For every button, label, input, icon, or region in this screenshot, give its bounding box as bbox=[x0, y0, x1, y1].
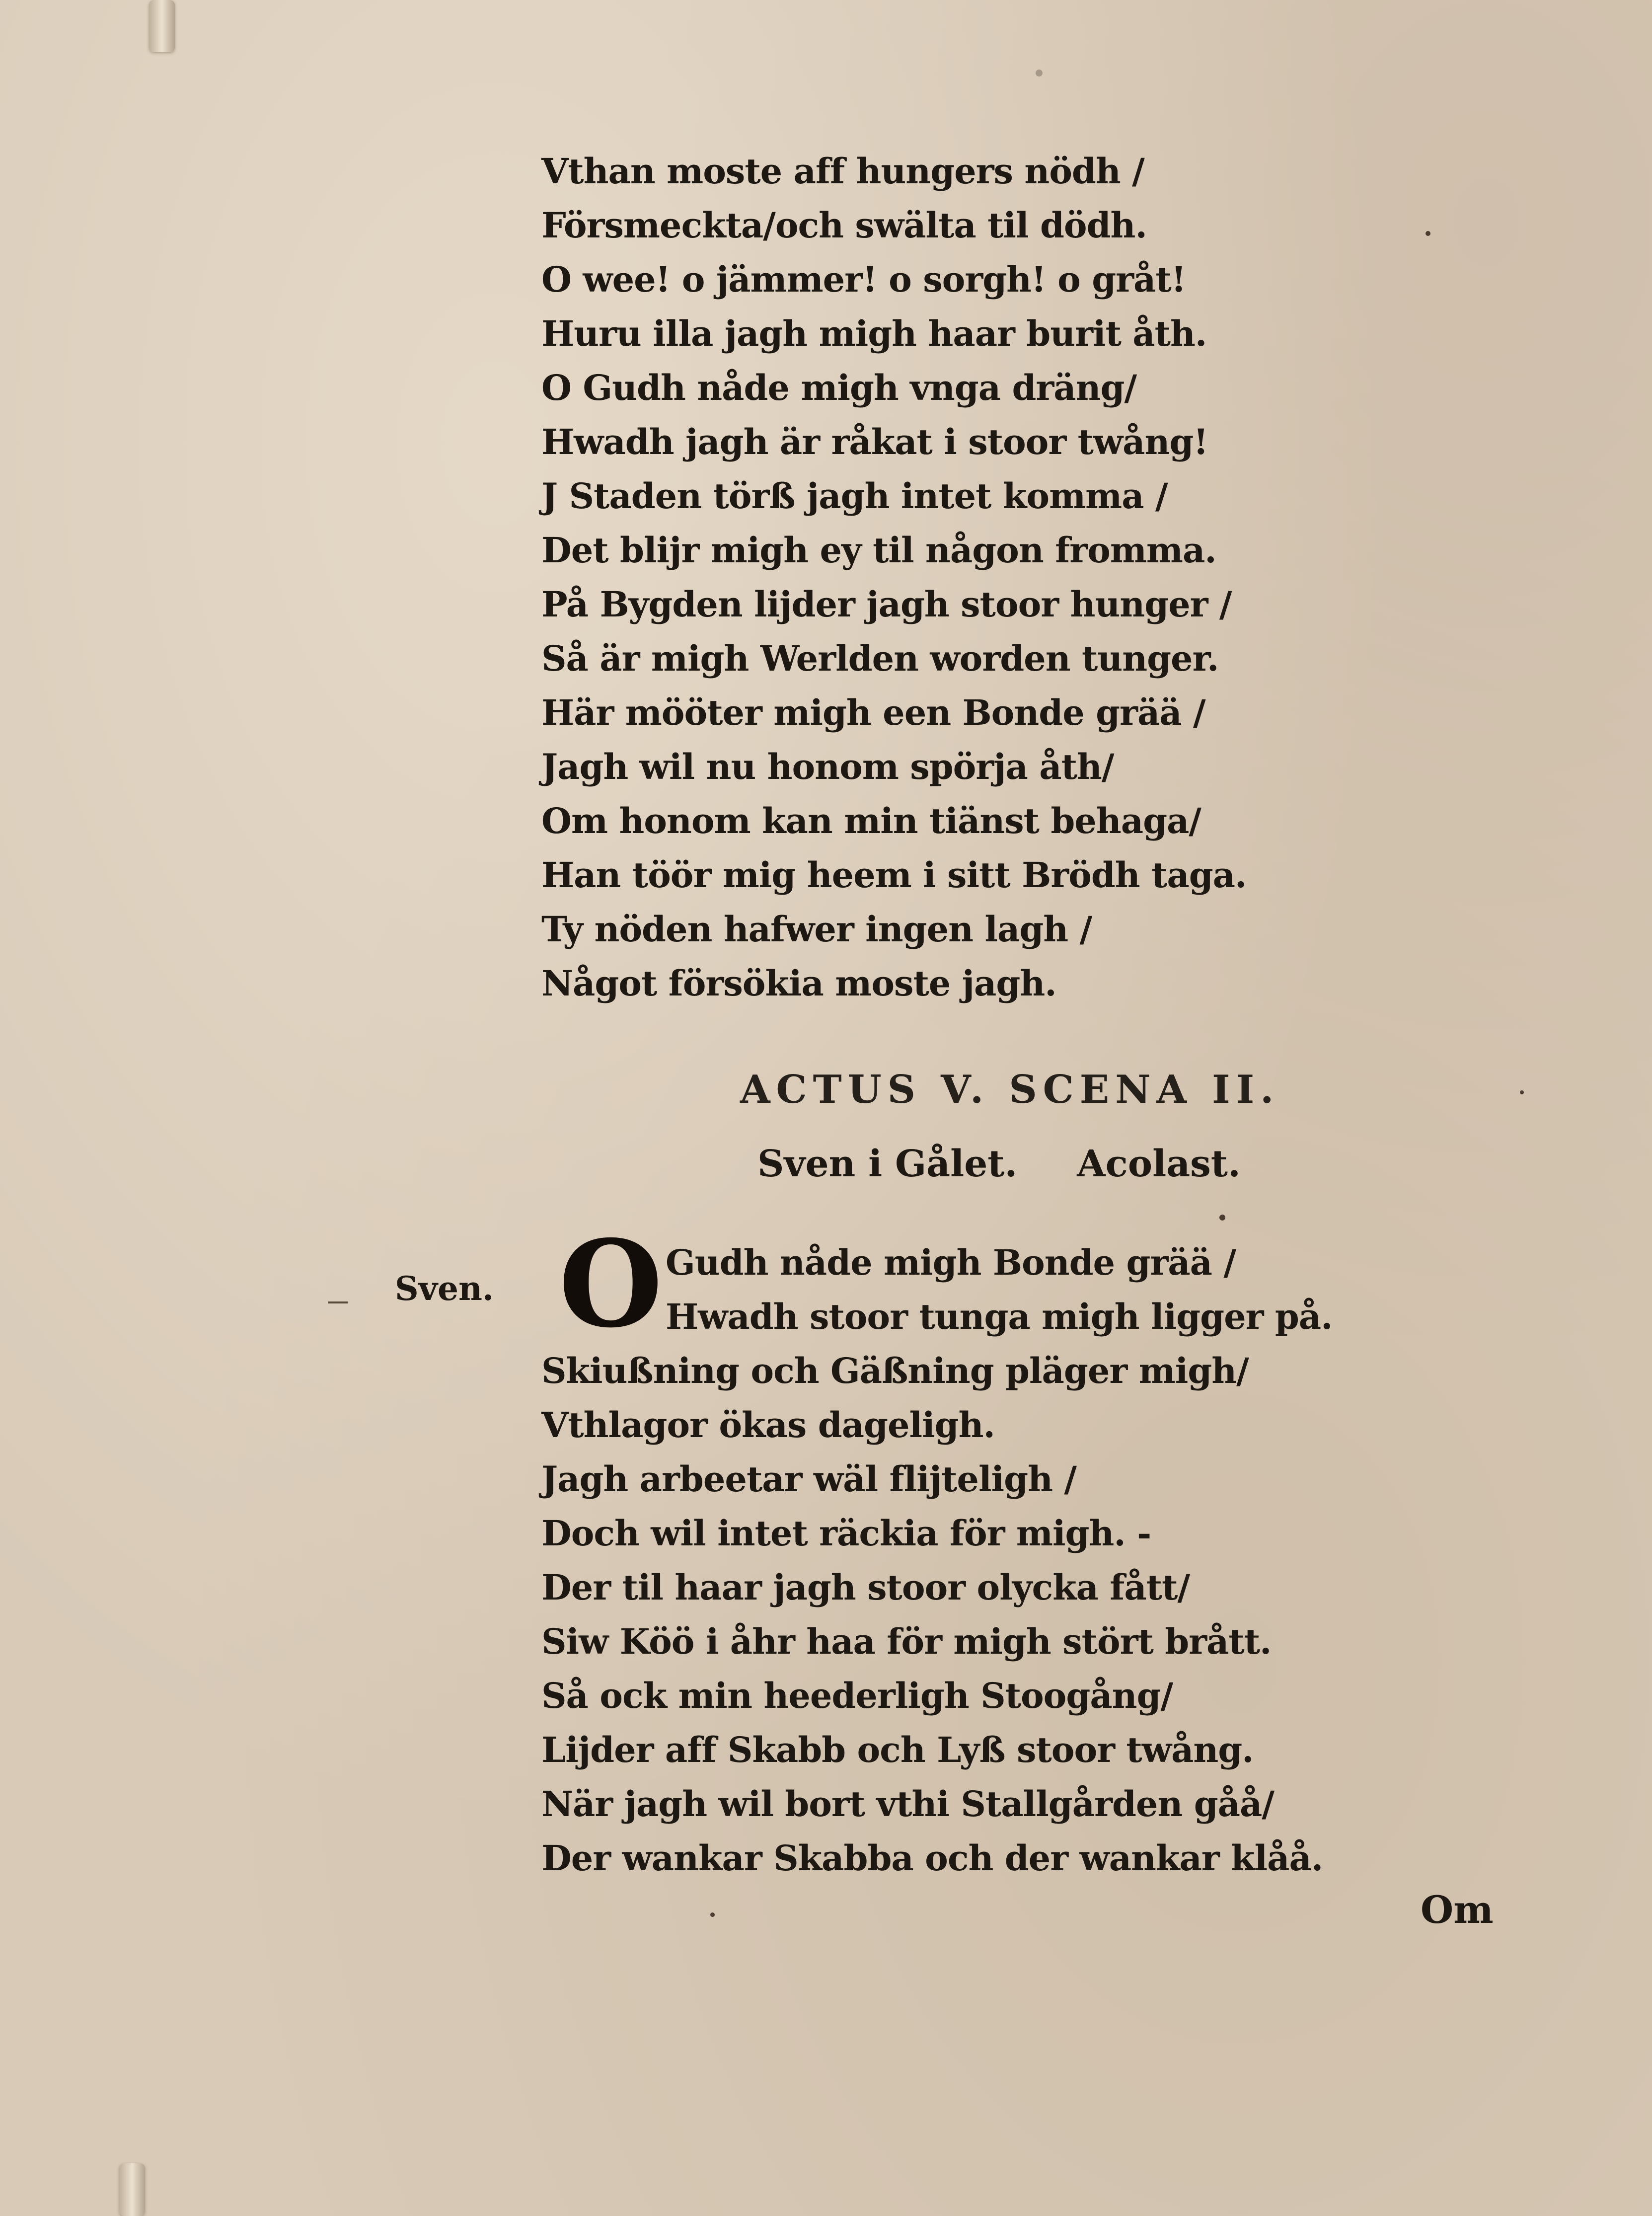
verse-line: När jagh wil bort vthi Stallgården gåå/ bbox=[541, 1783, 1274, 1825]
verse-line: Der wankar Skabba och der wankar klåå. bbox=[541, 1837, 1323, 1879]
verse-stanza-2 bbox=[541, 1235, 1333, 1885]
verse-line: Om honom kan min tiänst behaga/ bbox=[541, 800, 1201, 841]
binding-pin-bottom bbox=[119, 2163, 145, 2216]
verse-line: Ty nöden hafwer ingen lagh / bbox=[541, 909, 1092, 950]
verse-line: Hwadh stoor tunga migh ligger på. bbox=[666, 1296, 1333, 1337]
character-acolast: Acolast. bbox=[1077, 1143, 1241, 1185]
verse-line: Der til haar jagh stoor olycka fått/ bbox=[541, 1567, 1190, 1608]
verse-line: Jagh wil nu honom spörja åth/ bbox=[541, 746, 1114, 787]
ink-speck bbox=[1520, 1090, 1524, 1094]
ink-speck bbox=[1219, 1215, 1225, 1221]
ink-speck bbox=[1036, 70, 1043, 76]
verse-line: Gudh nåde migh Bonde grää / bbox=[666, 1242, 1236, 1283]
verse-line: J Staden törß jagh intet komma / bbox=[541, 475, 1168, 517]
catchword: Om bbox=[1421, 1888, 1494, 1932]
verse-line: Jagh arbeetar wäl flijteligh / bbox=[541, 1458, 1076, 1500]
drop-initial: O bbox=[559, 1214, 663, 1354]
binding-pin-top bbox=[149, 0, 175, 52]
character-sven: Sven i Gålet. bbox=[757, 1143, 1018, 1185]
verse-stanza-1 bbox=[541, 144, 1246, 1010]
verse-line: Försmeckta/och swälta til dödh. bbox=[541, 205, 1147, 246]
ink-speck bbox=[1426, 231, 1430, 236]
scene-heading: ACTUS V. SCENA II. bbox=[740, 1067, 1280, 1112]
verse-line: Så ock min heederligh Stoogång/ bbox=[541, 1675, 1173, 1716]
verse-line: Hwadh jagh är råkat i stoor twång! bbox=[541, 421, 1208, 462]
ink-speck bbox=[710, 1912, 715, 1917]
verse-line: Han töör mig heem i sitt Brödh taga. bbox=[541, 854, 1247, 896]
margin-mark bbox=[328, 1301, 348, 1303]
verse-line: Så är migh Werlden worden tunger. bbox=[541, 638, 1219, 679]
speaker-label: Sven. bbox=[395, 1269, 494, 1308]
character-list bbox=[757, 1143, 1241, 1185]
verse-line: Vthan moste aff hungers nödh / bbox=[541, 151, 1144, 192]
verse-line: O Gudh nåde migh vnga dräng/ bbox=[541, 367, 1137, 408]
verse-line: Huru illa jagh migh haar burit åth. bbox=[541, 313, 1207, 354]
verse-line: Vthlagor ökas dageligh. bbox=[541, 1404, 995, 1446]
verse-line: Doch wil intet räckia för migh. - bbox=[541, 1513, 1151, 1554]
verse-line: O wee! o jämmer! o sorgh! o gråt! bbox=[541, 259, 1186, 300]
verse-line: På Bygden lijder jagh stoor hunger / bbox=[541, 584, 1232, 625]
verse-line: Här mööter migh een Bonde grää / bbox=[541, 692, 1205, 733]
verse-line: Siw Köö i åhr haa för migh stört brått. bbox=[541, 1621, 1272, 1662]
verse-line: Något försökia moste jagh. bbox=[541, 963, 1056, 1004]
verse-line: Skiußning och Gäßning pläger migh/ bbox=[541, 1350, 1249, 1391]
verse-line: Det blijr migh ey til någon fromma. bbox=[541, 530, 1216, 571]
verse-line: Lijder aff Skabb och Lyß stoor twång. bbox=[541, 1729, 1254, 1770]
